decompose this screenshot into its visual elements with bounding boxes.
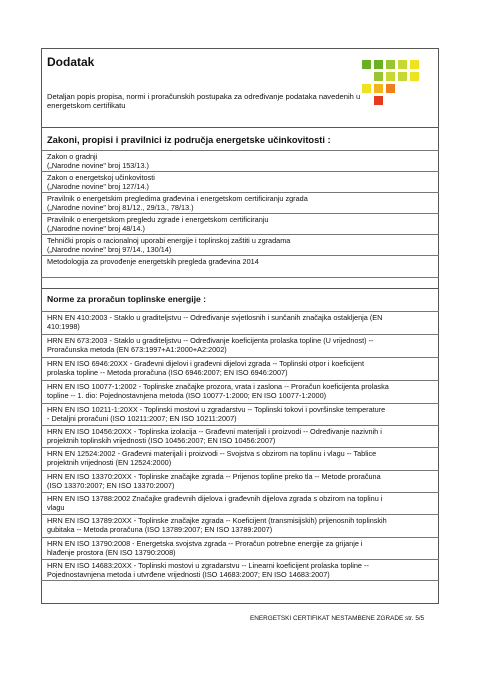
- list-item: [41, 380, 439, 403]
- item-line: HRN EN ISO 10456:20XX - Toplinska izolacija -- Građevni materijali i proizvodi -- Određivanje nazivnih i: [47, 427, 382, 436]
- item-line: Metodologija za provođenje energetskih pregleda građevina 2014: [47, 257, 259, 266]
- item-line: 410:1998): [47, 321, 80, 331]
- item-line: HRN EN ISO 10211-1:20XX - Toplinski mostovi u zgradarstvu -- Toplinski tokovi i površinske temperature: [47, 405, 386, 414]
- laws-section-heading: Zakoni, propisi i pravilnici iz područja energetske učinkovitosti :: [47, 135, 331, 145]
- logo-square: [374, 96, 383, 105]
- item-line: („Narodne novine" broj 127/14.): [47, 181, 149, 191]
- item-line: HRN EN ISO 6946:20XX - Građevni dijelovi i građevni dijelovi zgrada -- Toplinski otpor i koeficijent: [47, 359, 365, 368]
- item-line: - Detaljni proračuni (ISO 10211:2007; EN ISO 10211:2007): [47, 413, 237, 423]
- item-line: HRN EN ISO 13789:20XX - Toplinske značajke zgrada -- Koeficijent (transmisijskih) prijenosnih toplinskih: [47, 516, 387, 525]
- item-line: HRN EN 410:2003 - Staklo u graditeljstvu -- Određivanje svjetlosnih i sunčanih značajka ostakljenja (EN: [47, 313, 383, 322]
- logo-square: [374, 84, 383, 93]
- logo-square: [374, 60, 383, 69]
- item-line: Pravilnik o energetskim pregledima građevina i energetskom certificiranju zgrada: [47, 194, 308, 203]
- logo-square: [386, 84, 395, 93]
- list-item: [41, 537, 439, 559]
- logo-square: [398, 60, 407, 69]
- list-item: [41, 255, 439, 278]
- item-line: („Narodne novine" broj 81/12., 29/13., 78/13.): [47, 202, 194, 212]
- list-item: [41, 192, 439, 213]
- item-line: hlađenje prostora (EN ISO 13790:2008): [47, 547, 176, 557]
- logo-square: [410, 60, 419, 69]
- section-divider: [41, 127, 439, 128]
- item-line: projektnih vrijednosti (EN 12524:2000): [47, 457, 172, 467]
- list-item: [41, 357, 439, 380]
- item-line: („Narodne novine" broj 48/14.): [47, 223, 145, 233]
- item-line: HRN EN ISO 10077-1:2002 - Toplinske značajke prozora, vrata i zaslona -- Proračun koeficijenta prolaska: [47, 382, 389, 391]
- page-footer: ENERGETSKI CERTIFIKAT NESTAMBENE ZGRADE str. 5/5: [250, 615, 425, 622]
- item-line: HRN EN ISO 13370:20XX - Toplinske značajke zgrada -- Prijenos topline preko tla -- Metode proračuna: [47, 472, 381, 481]
- item-line: („Narodne novine" broj 153/13.): [47, 160, 149, 170]
- logo-square: [374, 72, 383, 81]
- item-line: Pojednostavnjena metoda i utvrđene vrijednosti (ISO 14683:2007; EN ISO 14683:2007): [47, 569, 330, 579]
- energy-class-logo: [362, 60, 434, 116]
- intro-text: Detaljan popis propisa, normi i proračunskih postupaka za određivanje podataka navedenih u energetskom certifikatu: [47, 92, 361, 110]
- item-line: HRN EN ISO 14683:20XX - Toplinski mostovi u zgradarstvu -- Linearni koeficijent prolaska topline --: [47, 561, 369, 570]
- logo-square: [362, 84, 371, 93]
- item-line: topline -- 1. dio: Pojednostavnjena metoda (ISO 10077-1:2000; EN ISO 10077-1:2000): [47, 390, 327, 400]
- logo-square: [362, 60, 371, 69]
- list-item: [41, 150, 439, 171]
- item-line: HRN EN ISO 13790:2008 - Energetska svojstva zgrada -- Proračun potrebne energije za grijanje i: [47, 539, 363, 548]
- list-item: [41, 234, 439, 255]
- section-divider: [41, 288, 439, 289]
- item-line: HRN EN ISO 13788:2002 Značajke građevnih dijelova i građevnih dijelova zgrada s obzirom na toplinu i: [47, 494, 383, 503]
- list-item: [41, 514, 439, 537]
- logo-square: [410, 72, 419, 81]
- item-line: prolaska topline -- Metoda proračuna (ISO 6946:2007; EN ISO 6946:2007): [47, 367, 288, 377]
- item-line: HRN EN 12524:2002 - Građevni materijali i proizvodi -- Svojstva s obzirom na toplinu i vlagu -- Tablice: [47, 449, 377, 458]
- item-line: projektnih toplinskih vrijednosti (ISO 10456:2007; EN ISO 10456:2007): [47, 435, 276, 445]
- item-line: HRN EN 673:2003 - Staklo u graditeljstvu -- Određivanje koeficijenta prolaska topline (U vrijednost) --: [47, 336, 374, 345]
- item-line: Tehnički propis o racionalnoj uporabi energije i toplinskoj zaštiti u zgradama: [47, 236, 291, 245]
- norms-section-heading: Norme za proračun toplinske energije :: [47, 294, 207, 304]
- logo-square: [386, 60, 395, 69]
- item-line: Pravilnik o energetskom pregledu zgrade i energetskom certificiranju: [47, 215, 269, 224]
- list-item: [41, 334, 439, 357]
- list-item: [41, 403, 439, 425]
- list-item: [41, 425, 439, 447]
- item-line: gubitaka -- Metoda proračuna (ISO 13789:2007; EN ISO 13789:2007): [47, 524, 273, 534]
- item-line: Zakon o gradnji: [47, 152, 98, 161]
- list-item: [41, 447, 439, 470]
- page-title: Dodatak: [47, 55, 95, 69]
- list-item: [41, 470, 439, 492]
- item-line: (ISO 13370:2007; EN ISO 13370:2007): [47, 480, 175, 490]
- item-line: vlagu: [47, 502, 65, 512]
- list-item: [41, 213, 439, 234]
- item-line: Proračunska metoda (EN 673:1997+A1:2000+A2:2002): [47, 344, 227, 354]
- list-item: [41, 492, 439, 514]
- logo-square: [386, 72, 395, 81]
- list-item: [41, 171, 439, 192]
- item-line: Zakon o energetskoj učinkovitosti: [47, 173, 155, 182]
- list-item: [41, 559, 439, 581]
- list-item: [41, 311, 439, 334]
- logo-square: [398, 72, 407, 81]
- item-line: („Narodne novine" broj 97/14., 130/14): [47, 244, 172, 254]
